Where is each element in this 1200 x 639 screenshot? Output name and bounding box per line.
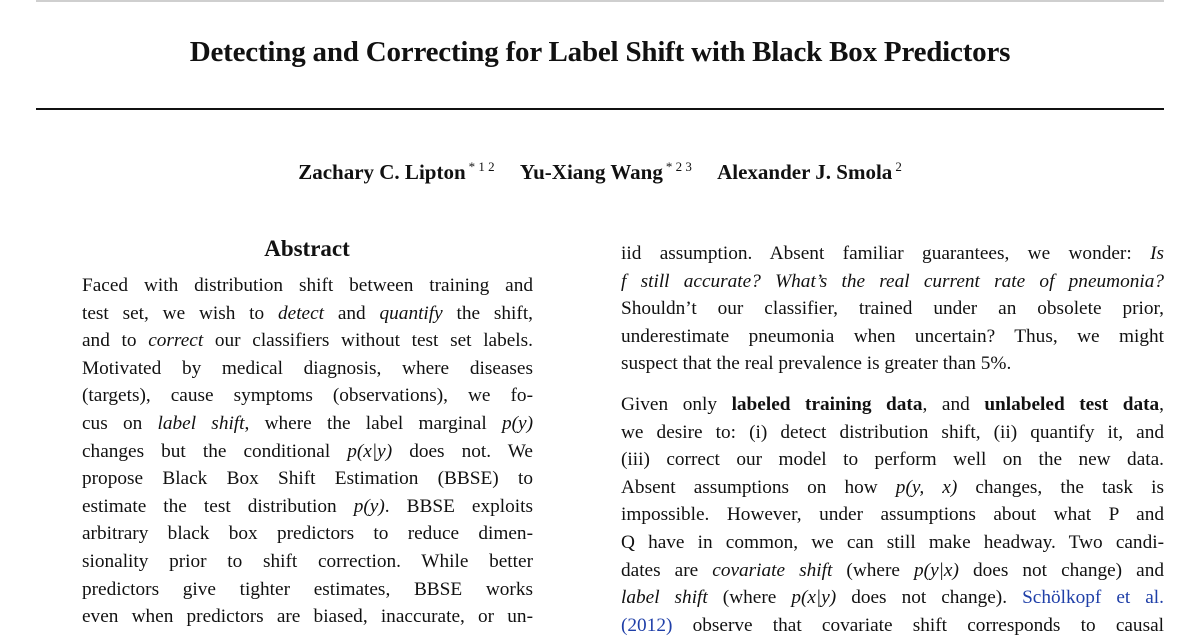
- text-run: even when predictors are biased, inaccurate, or un-: [82, 606, 533, 628]
- author-list: [0, 159, 1200, 185]
- body-line: [621, 446, 1164, 474]
- text-run: cus on: [82, 412, 158, 434]
- text-run: changes but the conditional: [82, 440, 348, 462]
- text-run: label shift: [621, 587, 708, 609]
- text-run: (where: [832, 559, 915, 581]
- body-line: [621, 529, 1164, 557]
- author-2: [520, 160, 692, 184]
- text-run: does not. We: [392, 440, 533, 462]
- text-run: Given only: [621, 393, 732, 415]
- body-line: [621, 557, 1164, 585]
- text-run: covariate shift: [712, 559, 833, 581]
- author-name: Yu-Xiang Wang: [519, 160, 663, 184]
- abstract-line: [82, 327, 533, 355]
- author-name: Alexander J. Smola: [717, 160, 893, 184]
- body-line: [621, 240, 1164, 268]
- text-run: p(x|y): [791, 587, 837, 609]
- author-3: [717, 160, 902, 184]
- right-column-body: [621, 240, 1164, 639]
- title-rule: [36, 108, 1164, 110]
- abstract-line: [82, 548, 533, 576]
- text-run: detect: [278, 302, 325, 324]
- text-run: predictors give tighter estimates, BBSE works: [82, 578, 533, 600]
- text-run: and to: [82, 330, 149, 352]
- paragraph-gap: [621, 378, 1164, 391]
- body-line: [621, 268, 1164, 296]
- abstract-heading: Abstract: [264, 236, 350, 261]
- text-run: , where the label marginal: [244, 412, 502, 434]
- text-run: sionality prior to shift correction. While better: [82, 550, 533, 572]
- text-run: Faced with distribution shift between training and: [82, 275, 533, 296]
- body-line: [621, 501, 1164, 529]
- text-run: our classifiers without test set labels.: [203, 330, 533, 352]
- body-line: [621, 612, 1164, 639]
- body-line: [621, 419, 1164, 447]
- text-run: p(x|y): [347, 440, 393, 462]
- abstract-line: [82, 576, 533, 604]
- text-run: p(y, x): [895, 476, 958, 498]
- text-run: (where: [707, 587, 792, 609]
- citation-link[interactable]: Schölkopf et al.: [1022, 587, 1164, 609]
- body-line: [621, 350, 1164, 378]
- body-line: [621, 323, 1164, 351]
- text-run: correct: [148, 330, 204, 352]
- body-line: [621, 474, 1164, 502]
- text-run: impossible. However, under assumptions about what P and: [621, 504, 1164, 526]
- abstract-line: [82, 382, 533, 410]
- text-run: Absent assumptions on how: [621, 476, 896, 498]
- text-run: Motivated by medical diagnosis, where diseases: [82, 357, 533, 379]
- text-run: labeled training data: [731, 393, 923, 415]
- abstract-line: [82, 465, 533, 493]
- author-affiliation: 2: [895, 159, 902, 174]
- abstract-body: [82, 272, 533, 631]
- text-run: observe that covariate shift corresponds to causal: [672, 614, 1164, 636]
- body-line: [621, 391, 1164, 419]
- text-run: p(y): [501, 412, 533, 434]
- abstract-line: [82, 520, 533, 548]
- text-run: ,: [1159, 393, 1164, 415]
- text-run: Q have in common, we can still make headway. Two candi-: [621, 531, 1164, 553]
- body-paragraph: [621, 240, 1164, 378]
- text-run: quantify: [379, 302, 443, 324]
- text-run: does not change) and: [958, 559, 1164, 581]
- abstract-line: [82, 272, 533, 300]
- text-run: propose Black Box Shift Estimation (BBSE) to: [82, 468, 533, 490]
- text-run: , and: [922, 393, 985, 415]
- text-run: arbitrary black box predictors to reduce dimen-: [82, 523, 533, 545]
- text-run: (targets), cause symptoms (observations), we fo-: [82, 385, 533, 407]
- text-run: label shift: [157, 412, 245, 434]
- author-name: Zachary C. Lipton: [298, 160, 466, 184]
- body-paragraph: [621, 391, 1164, 639]
- paper-title: Detecting and Correcting for Label Shift with Black Box Predictors: [189, 36, 1011, 68]
- text-run: unlabeled test data: [984, 393, 1160, 415]
- abstract-line: [82, 603, 533, 631]
- text-run: estimate the test distribution: [82, 495, 354, 517]
- body-line: [621, 584, 1164, 612]
- text-run: iid assumption. Absent familiar guarantees, we wonder:: [621, 243, 1151, 264]
- text-run: underestimate pneumonia when uncertain? Thus, we might: [621, 325, 1164, 347]
- top-rule: [36, 0, 1164, 2]
- text-run: p(y): [353, 495, 385, 517]
- body-line: [621, 295, 1164, 323]
- text-run: we desire to: (i) detect distribution shift, (ii) quantify it, and: [621, 421, 1164, 443]
- author-1: [298, 160, 494, 184]
- author-affiliation: * 1 2: [468, 159, 495, 174]
- text-run: the shift,: [442, 302, 534, 324]
- text-run: and: [324, 302, 380, 324]
- abstract-line: [82, 355, 533, 383]
- text-run: . BBSE exploits: [384, 495, 533, 517]
- text-run: Is: [1150, 243, 1164, 264]
- citation-link[interactable]: (2012): [621, 614, 673, 636]
- author-affiliation: * 2 3: [665, 159, 692, 174]
- abstract-line: [82, 300, 533, 328]
- abstract-line: [82, 438, 533, 466]
- abstract-line: [82, 410, 533, 438]
- text-run: (iii) correct our model to perform well on the new data.: [621, 449, 1164, 471]
- text-run: test set, we wish to: [82, 302, 278, 324]
- text-run: p(y|x): [914, 559, 959, 581]
- abstract-line: [82, 493, 533, 521]
- text-run: suspect that the real prevalence is greater than 5%.: [621, 353, 1012, 375]
- text-run: Shouldn’t our classifier, trained under an obsolete prior,: [621, 298, 1164, 320]
- text-run: changes, the task is: [957, 476, 1164, 498]
- text-run: f still accurate? What’s the real current rate of pneumonia?: [621, 270, 1164, 292]
- text-run: dates are: [621, 559, 713, 581]
- text-run: does not change).: [836, 587, 1023, 609]
